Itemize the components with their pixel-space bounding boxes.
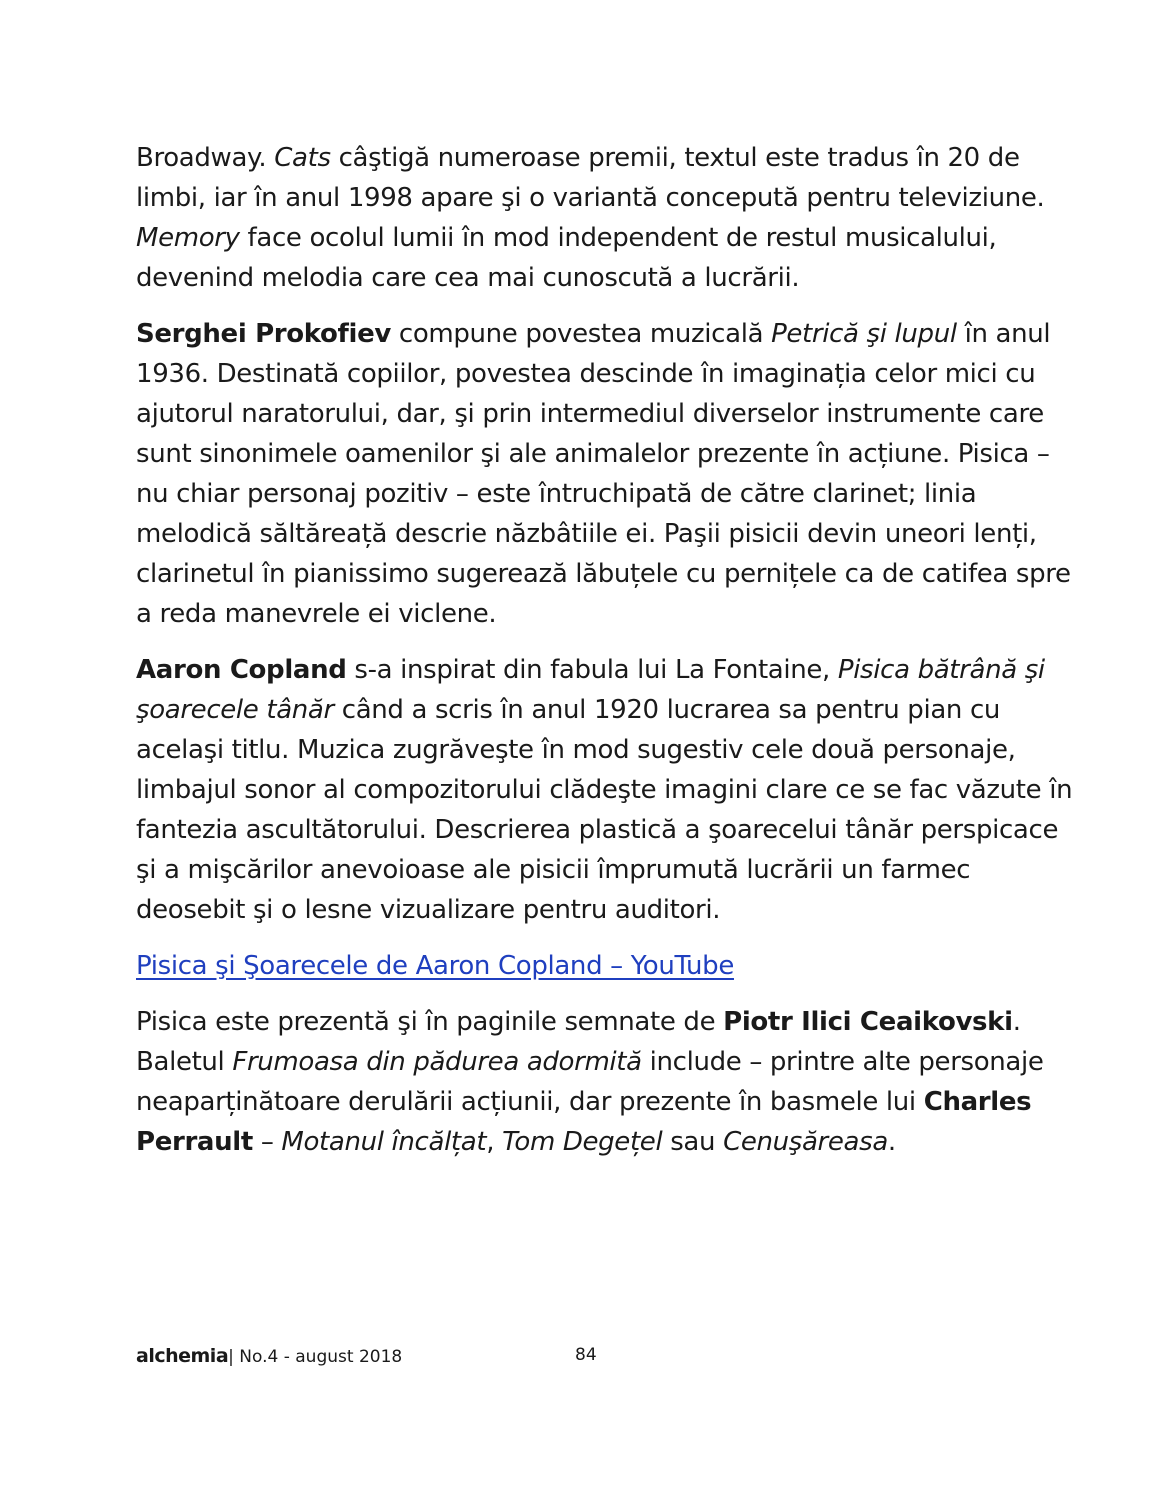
text: . xyxy=(887,1127,896,1157)
work-title: Tom Degețel xyxy=(502,1127,663,1157)
work-title: Cats xyxy=(274,143,331,173)
text: compune povestea muzicală xyxy=(390,319,772,349)
text: include – printre alte personaje neaparținătoare derulării acțiunii, dar prezente în basmele lui xyxy=(136,1047,1044,1117)
text: când a scris în anul 1920 lucrarea sa pentru pian cu acelaşi titlu. Muzica zugrăveşte în mod sugestiv cele două personaje, limbajul sonor al compozitorului clădeşte imagini clare ce se fac văzute în fantezia ascultătorului. Descrierea plastică a şoarecelui tânăr perspicace şi a mişcărilor anevoioase ale pisicii împrumută lucrării un farmec deosebit şi o lesne vizualizare pentru auditori. xyxy=(136,695,1073,925)
text: Pisica este prezentă şi în paginile semnate de xyxy=(136,1007,724,1037)
text: sau xyxy=(662,1127,724,1157)
page-footer xyxy=(136,1345,402,1367)
youtube-link[interactable]: Pisica şi Şoarecele de Aaron Copland – YouTube xyxy=(136,951,734,981)
page-number: 84 xyxy=(575,1345,597,1365)
paragraph-ceaikovski xyxy=(136,1002,1076,1162)
text: – xyxy=(252,1127,282,1157)
composer-name: Aaron Copland xyxy=(136,655,347,685)
text: în anul 1936. Destinată copiilor, povestea descinde în imaginația celor mici cu ajutorul naratorului, dar, şi prin intermediul diverselor instrumente care sunt sinonimele oamenilor şi ale animalelor prezente în acțiune. Pisica – nu chiar personaj pozitiv – este întruchipată de către clarinet; linia melodică săltăreață descrie năzbâtiile ei. Paşii pisicii devin uneori lenți, clarinetul în pianissimo sugerează lăbuțele cu pernițele ca de catifea spre a reda manevrele ei viclene. xyxy=(136,319,1071,629)
paragraph-prokofiev xyxy=(136,314,1076,634)
text: . Baletul xyxy=(136,1007,1021,1077)
paragraph-copland xyxy=(136,650,1076,930)
text: Broadway. xyxy=(136,143,275,173)
paragraph-link xyxy=(136,946,1076,986)
article-body xyxy=(136,138,1076,1178)
work-title: Pisica bătrână şi şoarecele tânăr xyxy=(136,655,1045,725)
text: câştigă numeroase premii, textul este tradus în 20 de limbi, iar în anul 1998 apare şi o variantă concepută pentru televiziune. xyxy=(136,143,1045,213)
brand-logo: alchemia xyxy=(136,1345,229,1367)
paragraph-cats xyxy=(136,138,1076,298)
text: , xyxy=(486,1127,503,1157)
composer-name: Piotr Ilici Ceaikovski xyxy=(723,1007,1013,1037)
composer-name: Serghei Prokofiev xyxy=(136,319,391,349)
author-name: Charles Perrault xyxy=(136,1087,1032,1157)
text: s-a inspirat din fabula lui La Fontaine, xyxy=(346,655,838,685)
text: face ocolul lumii în mod independent de restul musicalului, devenind melodia care cea mai cunoscută a lucrării. xyxy=(136,223,997,293)
work-title: Motanul încălțat xyxy=(281,1127,487,1157)
work-title: Memory xyxy=(136,223,240,253)
work-title: Frumoasa din pădurea adormită xyxy=(232,1047,642,1077)
work-title: Cenuşăreasa xyxy=(723,1127,888,1157)
work-title: Petrică şi lupul xyxy=(771,319,957,349)
issue-info: | No.4 - august 2018 xyxy=(228,1347,403,1367)
